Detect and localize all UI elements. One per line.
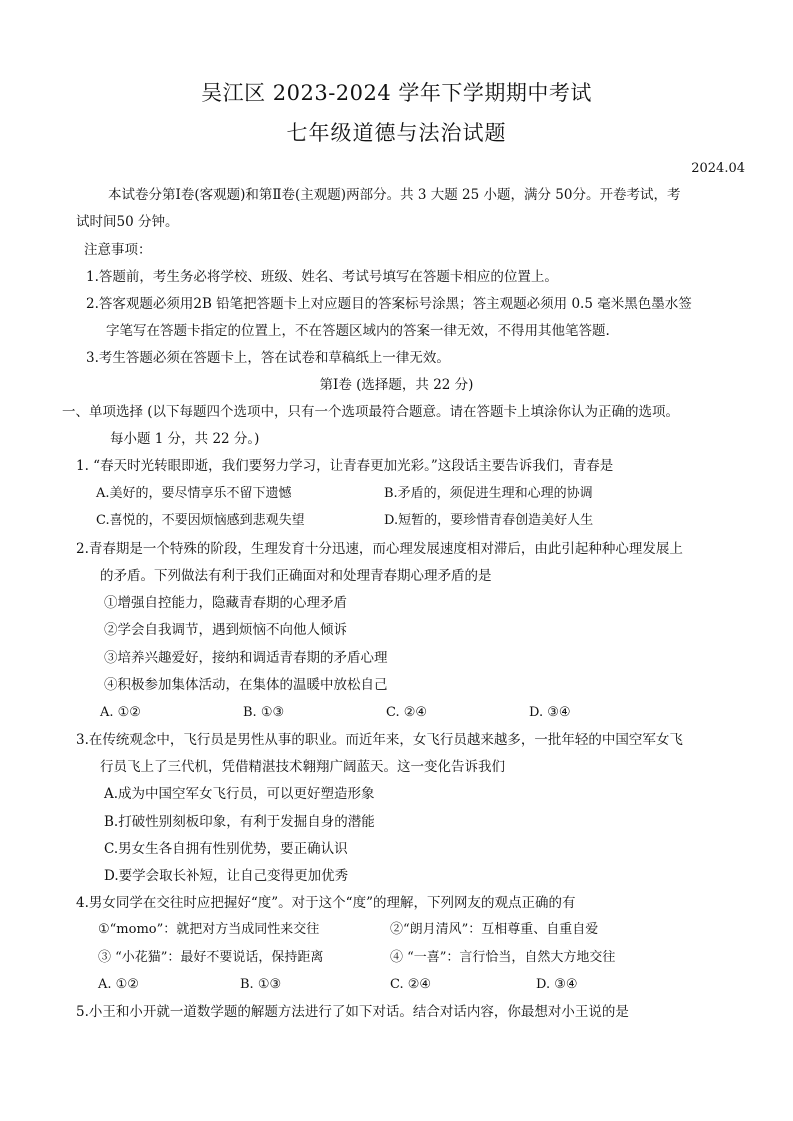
q2-statement-4: ④积极参加集体活动，在集体的温暖中放松自己	[104, 677, 388, 693]
section-title: 第Ⅰ卷 (选择题，共 22 分)	[319, 377, 474, 393]
q3-option-c: C.男女生各自拥有性别优势，要正确认识	[104, 841, 348, 857]
q2-statement-2: ②学会自我调节，遇到烦恼不向他人倾诉	[104, 622, 347, 638]
q1-option-b: B.矛盾的，须促进生理和心理的协调	[384, 486, 593, 501]
exam-date: 2024.04	[691, 161, 745, 176]
notes-item-2a: 2.答客观题必须用2B 铅笔把答题卡上对应题目的答案标号涂黑；答主观题必须用 0.5 毫米黑色墨水签	[86, 296, 692, 312]
q1-option-a: A.美好的，要尽情享乐不留下遗憾	[96, 486, 292, 501]
q2-stem-b: 的矛盾。下列做法有利于我们正确面对和处理青春期心理矛盾的是	[100, 568, 492, 584]
q5-stem: 5.小王和小开就一道数学题的解题方法进行了如下对话。结合对话内容，你最想对小王说的是	[76, 1004, 629, 1020]
q4-view-2: ②“朗月清风”：互相尊重、自重自爱	[390, 922, 599, 937]
q1-option-c: C.喜悦的，不要因烦恼感到悲观失望	[96, 513, 305, 528]
q4-option-a: A. ①②	[98, 977, 139, 992]
q2-option-a: A. ①②	[100, 705, 141, 720]
intro-line-1: 本试卷分第Ⅰ卷(客观题)和第Ⅱ卷(主观题)两部分。共 3 大题 25 小题，满分 50分。开卷考试，考	[108, 187, 681, 203]
exam-title: 吴江区 2023-2024 学年下学期期中考试	[201, 81, 592, 105]
q2-option-d: D. ③④	[529, 705, 571, 720]
q2-statement-3: ③培养兴趣爱好，接纳和调适青春期的矛盾心理	[104, 650, 388, 666]
q3-option-d: D.要学会取长补短，让自己变得更加优秀	[104, 868, 349, 884]
q3-stem-a: 3.在传统观念中，飞行员是男性从事的职业。而近年来，女飞行员越来越多，一批年轻的中国空军女飞	[76, 732, 683, 748]
q4-option-b: B. ①③	[240, 977, 282, 992]
q4-stem: 4.男女同学在交往时应把握好“度”。对于这个“度”的理解，下列网友的观点正确的有	[76, 895, 576, 911]
q4-view-4: ④ “一喜”：言行恰当，自然大方地交往	[390, 950, 616, 965]
q4-option-c: C. ②④	[390, 977, 432, 992]
q4-view-1: ①“momo”：就把对方当成同性来交往	[98, 922, 320, 937]
q1-stem: 1. “春天时光转眼即逝，我们要努力学习，让青春更加光彩。”这段话主要告诉我们，青春是	[76, 458, 614, 474]
notes-item-1: 1.答题前，考生务必将学校、班级、姓名、考试号填写在答题卡相应的位置上。	[86, 269, 558, 285]
q2-stem-a: 2.青春期是一个特殊的阶段，生理发育十分迅速，而心理发展速度相对滞后，由此引起种种心理发展上	[76, 541, 683, 557]
q3-stem-b: 行员飞上了三代机，凭借精湛技术翱翔广阔蓝天。这一变化告诉我们	[100, 759, 505, 775]
intro-line-2: 试时间50 分钟。	[76, 214, 179, 230]
notes-item-2b: 字笔写在答题卡指定的位置上，不在答题区域内的答案一律无效，不得用其他笔答题.	[106, 323, 610, 339]
q2-statement-1: ①增强自控能力，隐藏青春期的心理矛盾	[104, 595, 347, 611]
notes-item-3: 3.考生答题必须在答题卡上，答在试卷和草稿纸上一律无效。	[86, 350, 450, 366]
q3-option-a: A.成为中国空军女飞行员，可以更好塑造形象	[104, 786, 375, 802]
q3-option-b: B.打破性别刻板印象，有利于发掘自身的潜能	[104, 814, 375, 830]
q4-view-3: ③ “小花猫”：最好不要说话，保持距离	[98, 950, 324, 965]
q2-option-b: B. ①③	[243, 705, 285, 720]
q2-option-c: C. ②④	[386, 705, 428, 720]
exam-subtitle: 七年级道德与法治试题	[286, 121, 507, 145]
q4-option-d: D. ③④	[536, 977, 578, 992]
section-heading-b: 每小题 1 分，共 22 分。)	[110, 431, 260, 447]
section-heading-a: 一、单项选择 (以下每题四个选项中，只有一个选项最符合题意。请在答题卡上填涂你认为正确的选项。	[62, 404, 680, 420]
q1-option-d: D.短暂的，要珍惜青春创造美好人生	[384, 513, 594, 528]
notes-heading: 注意事项：	[84, 242, 152, 258]
